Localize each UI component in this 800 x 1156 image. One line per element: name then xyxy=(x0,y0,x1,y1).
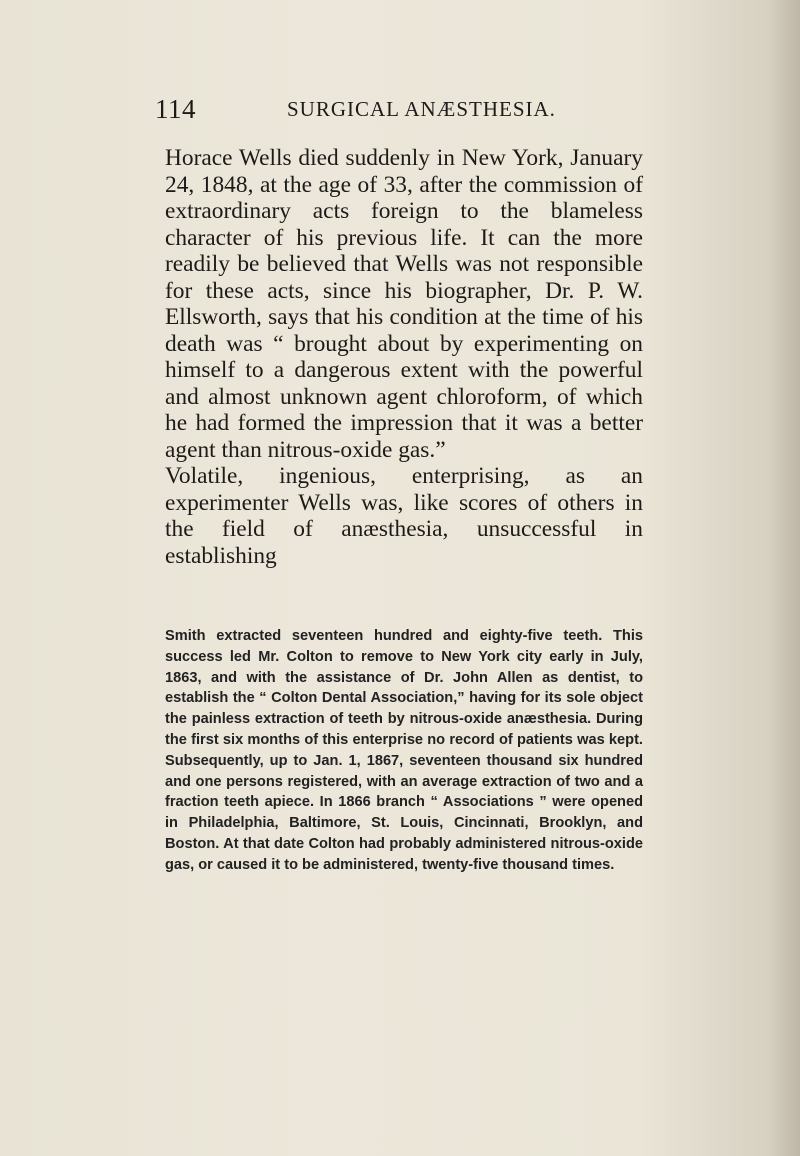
paragraph: Horace Wells died suddenly in New York, January 24, 1848, at the age of 33, after the commission of extraordinary acts foreign to the blameless character of his previous life. It can the more readily be believed that Wells was not responsible for these acts, since his biographer, Dr. P. W. Ellsworth, says that his condition at the time of his death was “ brought about by experimenting on himself to a dangerous extent with the powerful and almost unknown agent chloroform, of which he had formed the impression that it was a better agent than nitrous-oxide gas.” xyxy=(165,145,643,463)
running-head xyxy=(155,94,675,124)
running-title: SURGICAL ANÆSTHESIA. xyxy=(287,97,556,121)
main-text xyxy=(165,145,643,569)
page-number: 114 xyxy=(155,94,196,124)
paragraph: Volatile, ingenious, enterprising, as an experimenter Wells was, like scores of others in the field of anæsthesia, unsuccessful in establishing xyxy=(165,463,643,569)
footnote xyxy=(165,626,643,876)
footnote-text: Smith extracted seventeen hundred and eighty-five teeth. This success led Mr. Colton to remove to New York city early in July, 1863, and with the assistance of Dr. John Allen as dentist, to establish the “ Colton Dental Association,” having for its sole object the painless extraction of teeth by nitrous-oxide anæsthesia. During the first six months of this enterprise no record of patients was kept. Subsequently, up to Jan. 1, 1867, seventeen thousand six hundred and one persons registered, with an average extraction of two and a fraction teeth apiece. In 1866 branch “ Associations ” were opened in Philadelphia, Baltimore, St. Louis, Cincinnati, Brooklyn, and Boston. At that date Colton had probably administered nitrous-oxide gas, or caused it to be administered, twenty-five thousand times. xyxy=(165,628,643,873)
